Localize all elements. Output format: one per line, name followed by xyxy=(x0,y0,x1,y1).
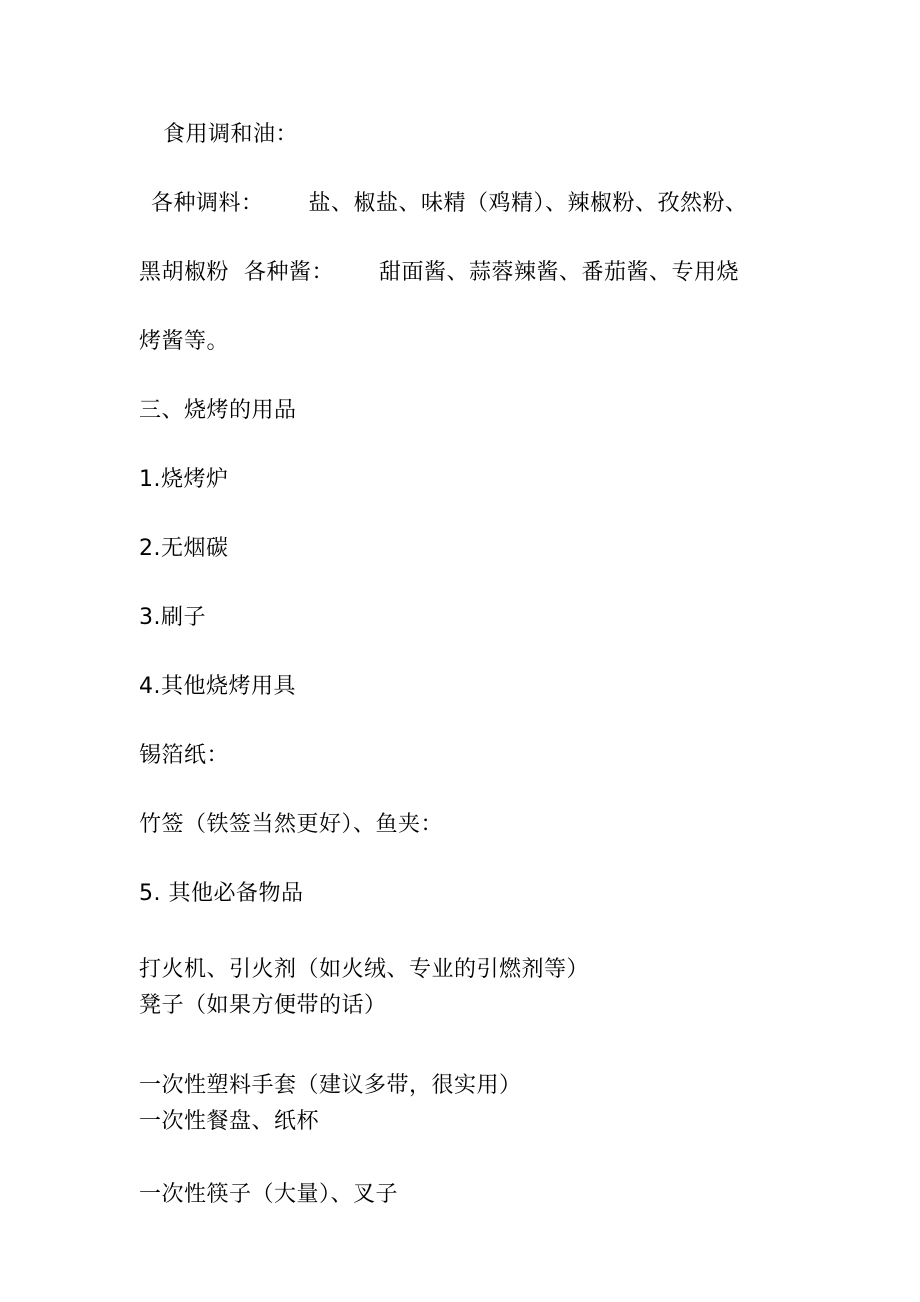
text-line-skewers: 竹签（铁签当然更好）、鱼夹： xyxy=(139,812,444,837)
text-line-sauces-continued: 烤酱等。 xyxy=(139,329,230,354)
text-line-sauces: 黑胡椒粉 各种酱： 甜面酱、蒜蓉辣酱、番茄酱、专用烧 xyxy=(139,260,739,285)
text-line-plates-cups: 一次性餐盘、纸杯 xyxy=(139,1109,320,1134)
text-line-lighter: 打火机、引火剂（如火绒、专业的引燃剂等） xyxy=(139,957,590,982)
text-line-cooking-oil: 食用调和油： xyxy=(163,122,299,147)
list-item-other-essentials: 5. 其他必备物品 xyxy=(139,881,304,906)
text-line-foil: 锡箔纸： xyxy=(139,743,230,768)
list-item-brush: 3.刷子 xyxy=(139,605,206,630)
list-item-other-tools: 4.其他烧烤用具 xyxy=(139,674,296,699)
section-heading-bbq-supplies: 三、烧烤的用品 xyxy=(139,398,297,423)
list-item-grill: 1.烧烤炉 xyxy=(139,467,229,492)
text-line-gloves: 一次性塑料手套（建议多带，很实用） xyxy=(139,1073,522,1098)
list-item-charcoal: 2.无烟碳 xyxy=(139,536,229,561)
text-line-stool: 凳子（如果方便带的话） xyxy=(139,993,387,1018)
text-line-chopsticks: 一次性筷子（大量）、叉子 xyxy=(139,1182,399,1207)
text-line-seasonings: 各种调料： 盐、椒盐、味精（鸡精）、辣椒粉、孜然粉、 xyxy=(151,191,748,216)
